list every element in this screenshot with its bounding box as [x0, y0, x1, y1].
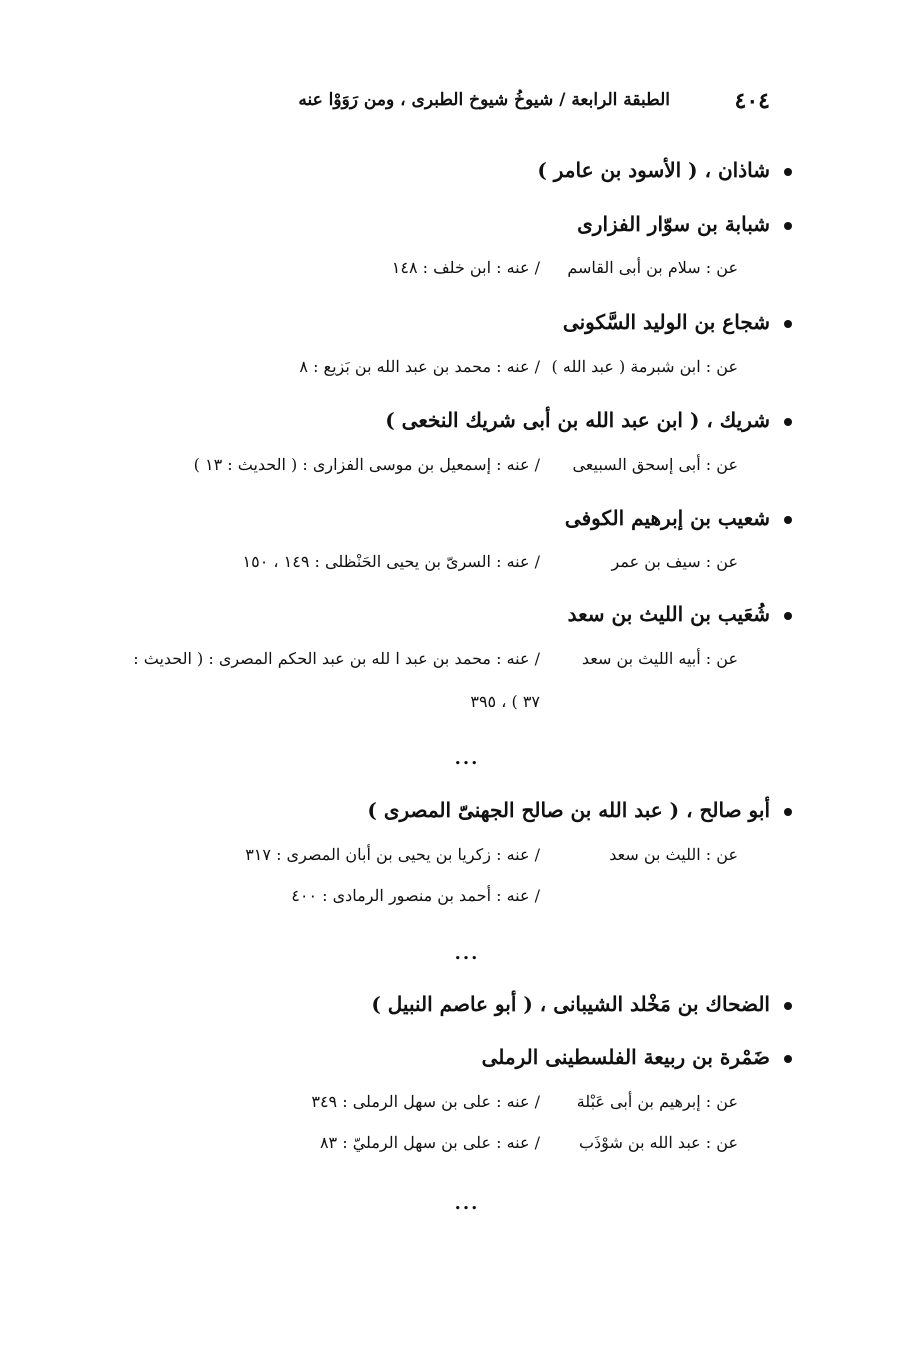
narrated-by: / عنه : السرىّ بن يحيى الحَنْظلى : ١٤٩ ، ١٥٠ — [242, 552, 540, 571]
bullet-icon — [784, 320, 792, 328]
entry-name: شريك ، ( ابن عبد الله بن أبى شريك النخعى ) — [385, 408, 770, 432]
entry-name: شعيب بن إبرهيم الكوفى — [564, 506, 770, 530]
bullet-icon — [784, 418, 792, 426]
narrated-by: / عنه : على بن سهل الرملى : ٣٤٩ — [311, 1092, 540, 1111]
entry-name: الضحاك بن مَخْلد الشيبانى ، ( أبو عاصم النبيل ) — [371, 992, 770, 1016]
narrated-by: / عنه : ابن خلف : ١٤٨ — [391, 258, 540, 277]
narrated-from: عن : ابن شبرمة ( عبد الله ) — [551, 357, 738, 376]
narrated-by: / عنه : محمد بن عبد الله بن بَزيع : ٨ — [299, 357, 540, 376]
narrated-by: / عنه : محمد بن عبد ا لله بن عبد الحكم المصرى : ( الحديث : — [133, 649, 540, 668]
narrated-from: عن : الليث بن سعد — [609, 845, 738, 864]
entry-heading — [385, 408, 792, 432]
entry-name: شاذان ، ( الأسود بن عامر ) — [537, 158, 770, 182]
entry-heading — [482, 1045, 792, 1069]
page-header — [250, 88, 770, 118]
entry-name: أبو صالح ، ( عبد الله بن صالح الجهنىّ المصرى ) — [367, 798, 770, 822]
entry-heading — [568, 602, 792, 626]
narrated-from: عن : سلام بن أبى القاسم — [567, 258, 738, 277]
narrated-from: عن : عبد الله بن شوْذَب — [578, 1133, 738, 1152]
section-ellipsis: ... — [454, 943, 480, 964]
entry-heading — [371, 992, 792, 1016]
narrated-from: عن : أبيه الليث بن سعد — [581, 649, 738, 668]
bullet-icon — [784, 612, 792, 620]
narrated-by: / عنه : إسمعيل بن موسى الفزارى : ( الحديث : ١٣ ) — [193, 455, 540, 474]
section-ellipsis: ... — [454, 1193, 480, 1214]
section-ellipsis: ... — [454, 748, 480, 769]
entry-heading — [563, 310, 792, 334]
entry-heading — [367, 798, 792, 822]
narrated-from: عن : سيف بن عمر — [611, 552, 738, 571]
entry-name: ضَمْرة بن ربيعة الفلسطينى الرملى — [481, 1045, 770, 1069]
running-title: الطبقة الرابعة / شيوخُ شيوخ الطبرى ، ومن رَوَوْا عنه — [298, 90, 670, 110]
bullet-icon — [784, 808, 792, 816]
narrated-by: / عنه : زكريا بن يحيى بن أبان المصرى : ٣١٧ — [245, 845, 540, 864]
entry-name: شجاع بن الوليد السَّكونى — [562, 310, 770, 334]
bullet-icon — [784, 516, 792, 524]
narrated-by-continuation: ٣٧ ) ، ٣٩٥ — [470, 692, 540, 711]
bullet-icon — [784, 168, 792, 176]
bullet-icon — [784, 1002, 792, 1010]
entry-heading — [537, 158, 792, 182]
narrated-by: / عنه : أحمد بن منصور الرمادى : ٤٠٠ — [291, 886, 540, 905]
bullet-icon — [784, 222, 792, 230]
entry-heading — [577, 212, 792, 236]
bullet-icon — [784, 1055, 792, 1063]
page-number: ٤٠٤ — [734, 88, 770, 114]
entry-name: شُعَيب بن الليث بن سعد — [567, 602, 770, 626]
entry-heading — [565, 506, 792, 530]
narrated-from: عن : أبى إسحق السبيعى — [572, 455, 738, 474]
narrated-from: عن : إبرهيم بن أبى عَبْلة — [576, 1092, 738, 1111]
narrated-by: / عنه : على بن سهل الرمليّ : ٨٣ — [319, 1133, 540, 1152]
entry-name: شبابة بن سوّار الفزارى — [577, 212, 770, 236]
